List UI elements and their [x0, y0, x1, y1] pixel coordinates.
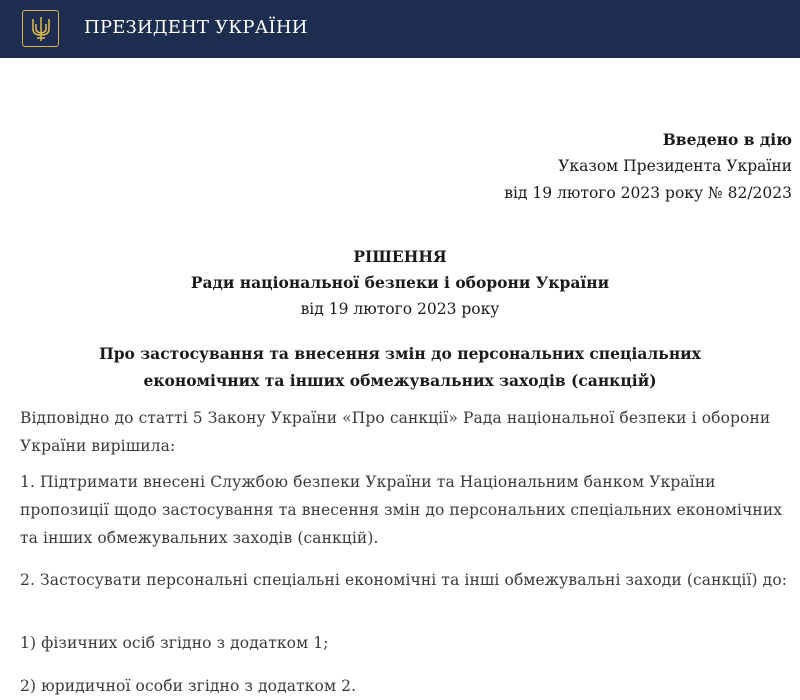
enactment-note	[504, 126, 792, 207]
subject-line-1: Про застосування та внесення змін до персональних спеціальних	[99, 344, 701, 363]
decision-body: Ради національної безпеки і оборони України	[190, 273, 610, 292]
paragraph-item-1: 1. Підтримати внесені Службою безпеки України та Національним банком України пропозиції щодо застосування та внесення змін до персональних спеціальних економічних та інших обмежувальних заходів (санкцій).	[20, 473, 783, 547]
decision-subject	[0, 340, 800, 394]
enactment-decree: Указом Президента України	[558, 157, 792, 175]
site-title[interactable]: ПРЕЗИДЕНТ УКРАЇНИ	[84, 17, 308, 38]
trident-icon[interactable]	[22, 10, 59, 47]
decision-title-block	[0, 244, 800, 322]
enactment-date: від 19 лютого 2023 року № 82/2023	[504, 184, 792, 202]
enactment-heading: Введено в дію	[662, 130, 792, 149]
paragraph-subitem-1: 1) фізичних осіб згідно з додатком 1;	[20, 634, 329, 652]
decision-date: від 19 лютого 2023 року	[300, 300, 500, 318]
subject-line-2: економічних та інших обмежувальних заходів (санкцій)	[143, 371, 657, 390]
site-header	[0, 0, 800, 58]
paragraph-subitem-2: 2) юридичної особи згідно з додатком 2.	[20, 677, 357, 695]
paragraph-preamble: Відповідно до статті 5 Закону України «Про санкції» Рада національної безпеки і оборони України вирішила:	[20, 409, 771, 455]
paragraph-item-2: 2. Застосувати персональні спеціальні економічні та інші обмежувальні заходи (санкції) до:	[20, 571, 788, 589]
decision-heading: РІШЕННЯ	[353, 247, 447, 266]
